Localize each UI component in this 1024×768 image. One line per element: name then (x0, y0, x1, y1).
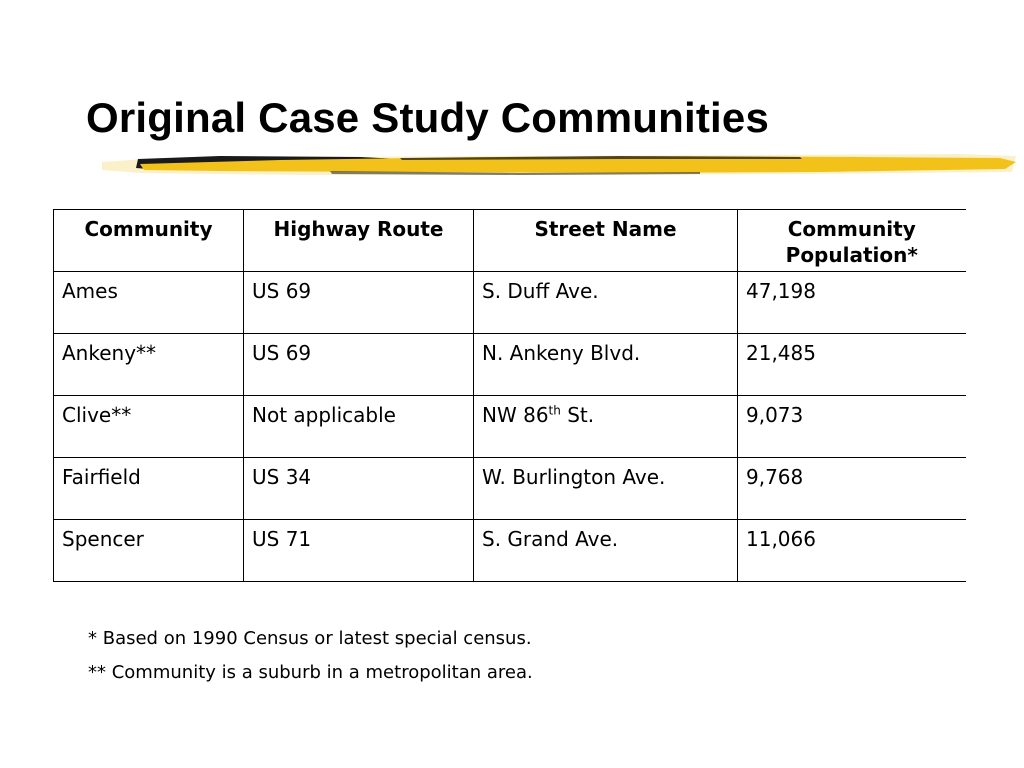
table-row (54, 520, 966, 582)
street-text: NW 86 (482, 403, 549, 427)
table-row (54, 458, 966, 520)
cell-route: US 69 (244, 334, 474, 396)
cell-street (474, 520, 738, 582)
header-highway-route: Highway Route (244, 210, 474, 272)
cell-community: Spencer (54, 520, 244, 582)
street-text: S. Grand Ave. (482, 527, 619, 551)
table-row (54, 396, 966, 458)
cell-street (474, 458, 738, 520)
cell-population: 11,066 (738, 520, 966, 582)
street-suffix: St. (560, 403, 595, 427)
cell-street (474, 334, 738, 396)
header-street-name: Street Name (474, 210, 738, 272)
footnote-census: * Based on 1990 Census or latest special census. (88, 628, 532, 649)
cell-route: US 34 (244, 458, 474, 520)
cell-route: Not applicable (244, 396, 474, 458)
street-text: W. Burlington Ave. (482, 465, 666, 489)
cell-community: Fairfield (54, 458, 244, 520)
cell-population: 21,485 (738, 334, 966, 396)
cell-community: Ames (54, 272, 244, 334)
cell-population: 9,073 (738, 396, 966, 458)
cell-community: Clive** (54, 396, 244, 458)
cell-route: US 69 (244, 272, 474, 334)
footnote-suburb: ** Community is a suburb in a metropolitan area. (88, 662, 533, 683)
header-community-population: Community Population* (738, 210, 966, 272)
cell-population: 47,198 (738, 272, 966, 334)
slide-title: Original Case Study Communities (86, 94, 769, 141)
table-row (54, 334, 966, 396)
header-community: Community (54, 210, 244, 272)
street-ordinal-suffix: th (548, 403, 561, 418)
street-text: S. Duff Ave. (482, 279, 599, 303)
communities-table (53, 209, 966, 582)
cell-community: Ankeny** (54, 334, 244, 396)
brush-stroke-divider (100, 148, 1018, 180)
cell-route: US 71 (244, 520, 474, 582)
cell-street (474, 272, 738, 334)
table-row (54, 272, 966, 334)
street-text: N. Ankeny Blvd. (482, 341, 641, 365)
table-header-row (54, 210, 966, 272)
cell-street (474, 396, 738, 458)
cell-population: 9,768 (738, 458, 966, 520)
footnotes (88, 622, 533, 690)
